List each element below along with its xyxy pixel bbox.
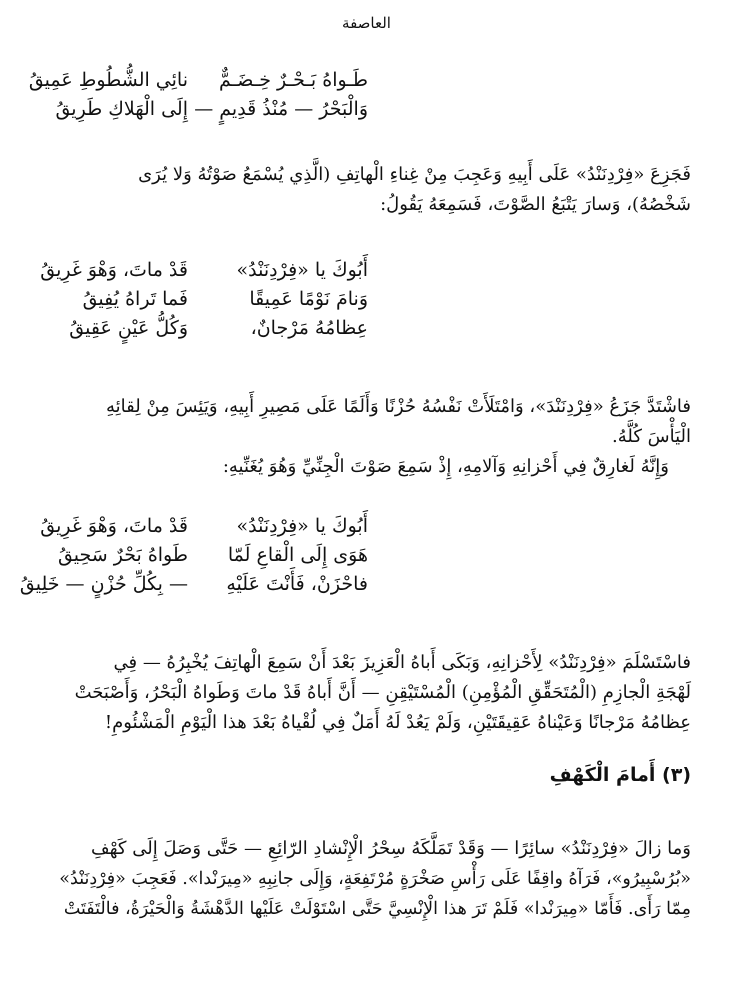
verse-second-hemistich: طَواهُ بَحْرٌ سَحِيقُ	[57, 544, 188, 566]
verse-second-hemistich: — بِكُلِّ حُزْنٍ — خَلِيقُ	[19, 573, 188, 595]
verse-first-hemistich: أَبُوكَ يا «فِرْدِنَنْدُ»	[236, 259, 368, 281]
verse	[0, 570, 733, 599]
verse-first-hemistich: أَبُوكَ يا «فِرْدِنَنْدُ»	[236, 515, 368, 537]
verse	[0, 256, 733, 285]
paragraph-2	[52, 392, 691, 452]
running-header: العاصفة	[342, 14, 391, 32]
text-line: مِمّا رَأَى. فَأَمّا «مِيرَنْدا» فَلَمْ تَرَ هذا الْإِنْسِيَّ حَتَّى اسْتَوْلَتْ عَلَيْها الدَّهْشَةُ وَالْحَيْرَةُ، فالْتَفَتَتْ	[63, 899, 691, 919]
paragraph-5	[52, 834, 691, 924]
verse	[0, 66, 733, 95]
text-line: «بُرُسْبِيرُو»، فَرَآهُ واقِفًا عَلَى رَأْسِ صَخْرَةٍ مُرْتَفِعَةٍ، وَإِلَى جانِبِهِ «مِيرَنْدا». فَعَجِبَ «فِرْدِنَنْدُ»	[59, 869, 691, 889]
verse-first-hemistich: وَالْبَحْرُ — مُنْذُ قَدِيمٍ —	[194, 98, 368, 120]
section-heading: (٣) أَمامَ الْكَهْفِ	[549, 764, 691, 786]
text-line: لَهْجَةِ الْجازِمِ (الْمُتَحَقِّقِ الْمُؤْمِنِ) الْمُسْتَيْقِنِ — أَنَّ أَباهُ قَدْ ماتَ وَطَواهُ الْبَحْرُ، وَأَصْبَحَتْ	[74, 682, 691, 703]
verse-second-hemistich: نائِي الشُّطُوطِ عَمِيقُ	[28, 69, 188, 91]
verse-second-hemistich: إِلَى الْهَلاكِ طَرِيقُ	[55, 98, 188, 120]
verse-first-hemistich: هَوَى إِلَى الْقاعِ لَمّا	[227, 544, 368, 566]
text-line: الْيَأْسَ كُلَّهُ.	[612, 426, 691, 447]
poem-stanza-1	[0, 66, 733, 124]
poem-stanza-2	[0, 256, 733, 343]
verse-second-hemistich: وَكُلُّ عَيْنٍ عَقِيقُ	[69, 317, 188, 339]
verse	[0, 285, 733, 314]
text-line: وَإِنَّهُ لَغارِقٌ فِي أَحْزانِهِ وَآلامِهِ، إِذْ سَمِعَ صَوْتَ الْجِنِّيِّ وَهُوَ يُغَنِّيهِ:	[222, 456, 669, 477]
verse-second-hemistich: قَدْ ماتَ، وَهْوَ غَرِيقُ	[40, 515, 188, 537]
verse	[0, 314, 733, 343]
text-line: وَما زالَ «فِرْدِنَنْدُ» سائِرًا — وَقَدْ تَمَلَّكَهُ سِحْرُ الْإِنْشادِ الرّائِعِ — حَتَّى وَصَلَ إِلَى كَهْفِ	[90, 838, 691, 859]
poem-stanza-3	[0, 512, 733, 599]
verse-second-hemistich: قَدْ ماتَ، وَهْوَ غَرِيقُ	[40, 259, 188, 281]
text-line: فاسْتَسْلَمَ «فِرْدِنَنْدُ» لِأَحْزانِهِ، وَبَكَى أَباهُ الْعَزِيزَ بَعْدَ أَنْ سَمِعَ الْهاتِفَ يُخْبِرُهُ — فِي	[113, 652, 691, 673]
text-line: فَجَزِعَ «فِرْدِنَنْدُ» عَلَى أَبِيهِ وَعَجِبَ مِنْ غِناءِ الْهاتِفِ (الَّذِي يُسْمَعُ صَوْتُهُ وَلا يُرَى	[138, 164, 691, 185]
verse-second-hemistich: فَما تَراهُ يُفِيقُ	[82, 288, 188, 310]
text-line: فاشْتَدَّ جَزَعُ «فِرْدِنَنْدَ»، وَامْتَلَأَتْ نَفْسُهُ حُزْنًا وَأَلَمًا عَلَى مَصِيرِ أَبِيهِ، وَيَئِسَ مِنْ لِقائِهِ	[105, 396, 691, 417]
text-line: عِظامُهُ مَرْجانًا وَعَيْناهُ عَقِيقَتَيْنِ، وَلَمْ يَعُدْ لَهُ أَمَلٌ فِي لُقْياهُ بَعْدَ هذا الْيَوْمِ الْمَشْئُومِ!	[104, 712, 691, 733]
text-line: شَخْصُهُ)، وَسارَ يَتْبَعُ الصَّوْتَ، فَسَمِعَهُ يَقُولُ:	[380, 194, 691, 215]
verse-first-hemistich: طَـواهُ بَـحْـرٌ خِـضَـمٌّ	[219, 69, 368, 91]
paragraph-3	[52, 452, 691, 482]
verse	[0, 95, 733, 124]
verse-first-hemistich: عِظامُهُ مَرْجانٌ،	[250, 317, 368, 339]
verse	[0, 512, 733, 541]
verse-first-hemistich: وَنامَ نَوْمًا عَمِيقًا	[249, 288, 368, 310]
verse-first-hemistich: فاحْزَنْ، فَأَنْتَ عَلَيْهِ	[226, 573, 368, 595]
verse	[0, 541, 733, 570]
paragraph-4	[52, 648, 691, 738]
paragraph-1	[52, 160, 691, 220]
